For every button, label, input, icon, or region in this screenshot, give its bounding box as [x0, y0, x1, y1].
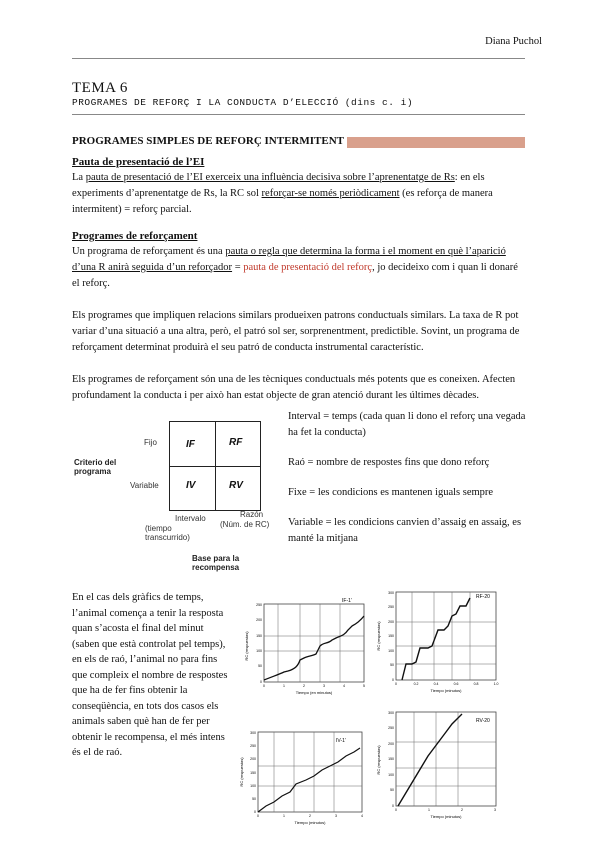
- svg-text:100: 100: [388, 649, 394, 653]
- svg-text:0: 0: [392, 804, 394, 808]
- chart-iv-xlabel: Tiempo (minutos): [294, 820, 326, 825]
- title-divider: [72, 114, 525, 115]
- page-title: TEMA 6: [72, 80, 128, 96]
- diagram-col-razon-sub: (Núm. de RC): [220, 520, 270, 529]
- svg-text:2: 2: [461, 808, 463, 812]
- chart-rf-label: RF-20: [476, 594, 490, 600]
- svg-text:3: 3: [335, 814, 337, 818]
- chart-rf-ylabel: RC (respuestas): [376, 621, 381, 651]
- cell-rf: RF: [229, 437, 243, 448]
- pauta-paragraph: La pauta de presentació de l’EI exerceix una influència decisiva sobre l’aprenentatge de Rs: en els experiments d’aprenentatge de Rs, la RC sol reforçar-se només periòdicament (es reforça de manera intermitent) = reforç parcial.: [72, 172, 493, 215]
- definitions: [288, 409, 528, 547]
- svg-text:300: 300: [388, 591, 394, 595]
- svg-text:250: 250: [388, 726, 394, 730]
- programes-block: [72, 228, 527, 404]
- chart-iv-yticks: [250, 731, 256, 814]
- programes-paragraph-1: Un programa de reforçament és una pauta o regla que determina la forma i el moment en què l’aparició d’una R anirà seguida d’un reforçador = pauta de presentació del reforç, jo decideixo com i quan li donaré el reforç.: [72, 246, 518, 289]
- section-heading: PROGRAMES SIMPLES DE REFORÇ INTERMITENT: [72, 135, 344, 147]
- cell-rv: RV: [229, 480, 243, 491]
- pauta-block: [72, 154, 527, 218]
- svg-text:1: 1: [428, 808, 430, 812]
- svg-text:100: 100: [250, 784, 256, 788]
- diagram-col-intervalo-sub: (tiempo transcurrido): [145, 524, 190, 542]
- svg-text:2: 2: [303, 684, 305, 688]
- cell-iv: IV: [186, 480, 196, 491]
- svg-text:0.8: 0.8: [473, 682, 479, 686]
- diagram-row-variable: Variable: [130, 481, 159, 490]
- svg-text:0: 0: [395, 682, 397, 686]
- svg-text:150: 150: [256, 634, 262, 638]
- chart-rf-xlabel: Tiempo (minutos): [430, 688, 462, 693]
- svg-text:2: 2: [309, 814, 311, 818]
- chart-iv: [236, 726, 366, 828]
- definition-interval: Interval = temps (cada quan li dono el reforç una vegada ha fet la conducta): [288, 411, 526, 438]
- diagram-row-fijo: Fijo: [144, 438, 157, 447]
- svg-text:1: 1: [283, 684, 285, 688]
- chart-rv-label: RV-20: [476, 718, 490, 724]
- schedule-diagram: [72, 418, 282, 588]
- diagram-grid: [169, 421, 261, 511]
- svg-text:150: 150: [250, 771, 256, 775]
- diagram-row-title: Criterio del programa: [74, 458, 117, 476]
- svg-text:150: 150: [388, 634, 394, 638]
- chart-rf-xticks: [395, 682, 498, 686]
- svg-text:0: 0: [395, 808, 397, 812]
- svg-text:0: 0: [257, 814, 259, 818]
- pauta-heading: Pauta de presentació de l’EI: [72, 156, 205, 168]
- diagram-col-intervalo: Intervalo: [175, 514, 206, 523]
- chart-rf-yticks: [388, 591, 394, 682]
- definition-fixe: Fixe = les condicions es mantenen iguals sempre: [288, 487, 494, 498]
- svg-text:100: 100: [256, 649, 262, 653]
- svg-text:200: 200: [256, 618, 262, 622]
- svg-text:300: 300: [388, 711, 394, 715]
- chart-if: [240, 596, 368, 698]
- svg-text:0.2: 0.2: [413, 682, 419, 686]
- chart-if-label: IF-1’: [342, 598, 352, 604]
- svg-text:300: 300: [250, 731, 256, 735]
- svg-text:5: 5: [363, 684, 365, 688]
- chart-iv-label: IV-1’: [336, 738, 347, 744]
- svg-text:50: 50: [390, 788, 394, 792]
- page-subtitle: PROGRAMES DE REFORÇ I LA CONDUCTA D’ELECCIÓ (dins c. i): [72, 97, 414, 108]
- svg-text:4: 4: [361, 814, 363, 818]
- svg-text:0.4: 0.4: [433, 682, 439, 686]
- svg-text:3: 3: [494, 808, 496, 812]
- chart-rv-xlabel: Tiempo (minutos): [430, 814, 462, 819]
- programes-heading: Programes de reforçament: [72, 230, 198, 242]
- svg-text:250: 250: [256, 603, 262, 607]
- svg-text:200: 200: [388, 620, 394, 624]
- definition-rao: Raó = nombre de respostes fins que dono reforç: [288, 457, 490, 468]
- svg-text:3: 3: [323, 684, 325, 688]
- chart-iv-xticks: [257, 814, 363, 818]
- svg-text:100: 100: [388, 773, 394, 777]
- chart-if-yticks: [256, 603, 262, 684]
- graphs-explanation: En el cas dels gràfics de temps, l’animal comença a tenir la resposta quan s’acosta el final del minut (saben que està controlat pel temps), en els de raó, l’animal no para fins que compleix el nombre de respostes que ha de fer fins obtenir la conseqüència, en tots dos casos els animals saben què han de fer per obtenir le recompensa, el més intens és el de raó.: [72, 592, 228, 758]
- author-name: Diana Puchol: [485, 36, 542, 47]
- svg-text:4: 4: [343, 684, 345, 688]
- svg-text:0: 0: [263, 684, 265, 688]
- svg-text:200: 200: [250, 757, 256, 761]
- chart-if-xlabel: Tiempo (en minutos): [295, 690, 333, 695]
- chart-if-xticks: [263, 684, 365, 688]
- diagram-base: Base para la recompensa: [192, 554, 240, 572]
- definition-variable: Variable = les condicions canvien d’assaig en assaig, es manté la mitjana: [288, 517, 522, 544]
- chart-if-ylabel: RC (respuestas): [244, 631, 249, 661]
- svg-text:50: 50: [258, 664, 262, 668]
- programes-paragraph-3: Els programes de reforçament són una de les tècniques conductuals més potents que es coneixen. Afecten profundament la conducta i per això han estat objecte de gran atenció durant les últimes dècades.: [72, 374, 516, 401]
- chart-rf: [372, 586, 502, 696]
- svg-text:250: 250: [250, 744, 256, 748]
- svg-text:0: 0: [392, 678, 394, 682]
- svg-text:1: 1: [283, 814, 285, 818]
- diagram-col-razon: Razón: [240, 510, 264, 519]
- chart-rv: [372, 706, 502, 822]
- cell-if: IF: [186, 439, 195, 450]
- svg-text:200: 200: [388, 742, 394, 746]
- chart-rv-ylabel: RC (respuestas): [376, 745, 381, 775]
- svg-text:250: 250: [388, 605, 394, 609]
- svg-text:1.0: 1.0: [493, 682, 499, 686]
- svg-text:50: 50: [252, 797, 256, 801]
- svg-text:50: 50: [390, 663, 394, 667]
- section-highlight-bar: [347, 137, 525, 148]
- svg-text:150: 150: [388, 757, 394, 761]
- programes-paragraph-2: Els programes que impliquen relacions similars produeixen patrons conductuals similars. La taxa de R pot variar d’una situació a una altra, però, el patró sol ser, sorprenentment, predictible. Sovint, un programa de reforçament determinat produirà el seu patró de conducta instrumental característic.: [72, 310, 520, 353]
- svg-text:0: 0: [254, 810, 256, 814]
- header-divider: [72, 58, 525, 59]
- chart-rv-xticks: [395, 808, 496, 812]
- chart-iv-ylabel: RC (respuestas): [239, 757, 244, 787]
- chart-rv-yticks: [388, 711, 394, 808]
- svg-text:0.6: 0.6: [453, 682, 459, 686]
- svg-text:0: 0: [260, 680, 262, 684]
